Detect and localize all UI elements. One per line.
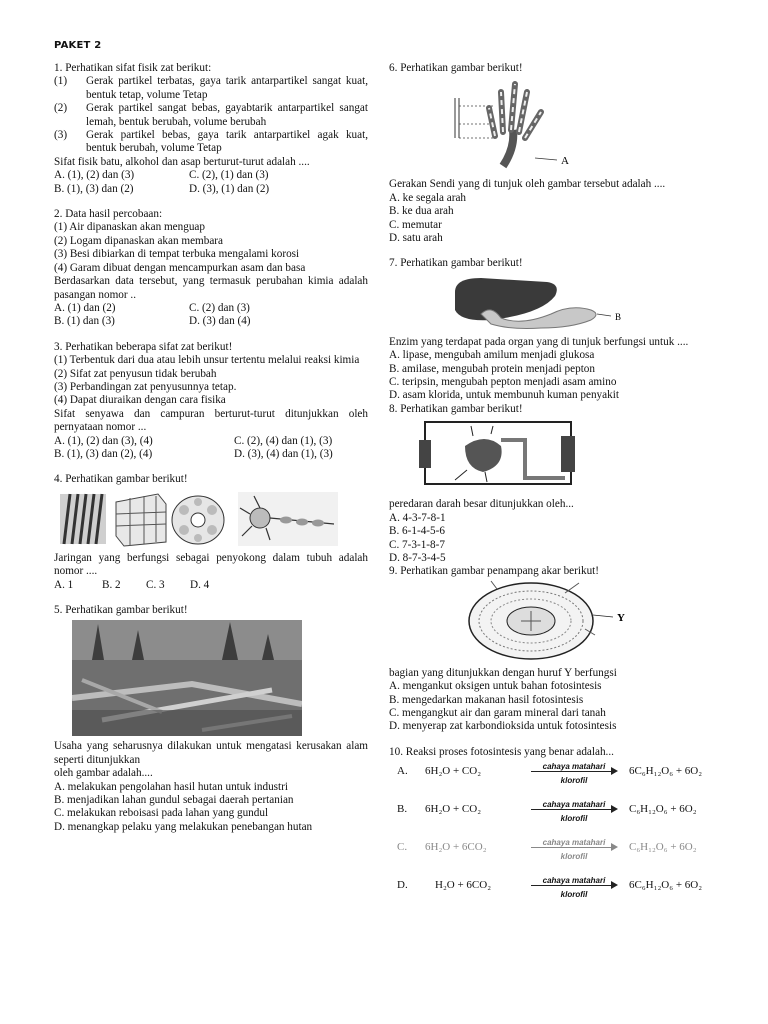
q1-option-d[interactable]: D. (3), (1) dan (2) bbox=[189, 182, 270, 195]
q8-option-a[interactable]: A. 4-3-7-8-1 bbox=[389, 511, 446, 524]
q5-stem: 5. Perhatikan gambar berikut! bbox=[54, 604, 188, 616]
q3-options-row-2 bbox=[54, 448, 368, 461]
q10-option-b-arrow bbox=[529, 797, 619, 823]
q8-question: peredaran darah besar ditunjukkan oleh... bbox=[389, 498, 574, 511]
bone-tissue-image bbox=[172, 496, 224, 544]
q4-option-b[interactable]: B. 2 bbox=[102, 578, 121, 591]
q10-option-a-reactants: 6H₂O + CO₂ bbox=[425, 765, 482, 778]
q2-item-4: (4) Garam dibuat dengan mencampurkan asam dan basa bbox=[54, 261, 306, 274]
arrow-shaft bbox=[531, 809, 613, 810]
q6-figure-label: A bbox=[561, 155, 569, 168]
epithelial-tissue-image bbox=[116, 494, 166, 546]
q8-option-b[interactable]: B. 6-1-4-5-6 bbox=[389, 525, 445, 538]
question-7 bbox=[389, 257, 705, 416]
q10-option-c-label: C. bbox=[397, 841, 408, 854]
q9-option-c[interactable]: C. mengangkut air dan garam mineral dari tanah bbox=[389, 706, 606, 719]
circulation-diagram bbox=[415, 416, 585, 494]
q4-option-a[interactable]: A. 1 bbox=[54, 578, 74, 591]
arrow-shaft bbox=[531, 771, 613, 772]
q4-option-d[interactable]: D. 4 bbox=[190, 578, 210, 591]
q10-option-a-condition-bottom: klorofil bbox=[560, 776, 588, 786]
q10-option-a-products: 6C₆H₁₂O₆ + 6O₂ bbox=[629, 765, 703, 778]
q10-option-b[interactable] bbox=[389, 797, 705, 823]
q3-question: Sifat senyawa dan campuran berturut-turut ditunjukkan oleh pernyataan nomor ... bbox=[54, 407, 368, 434]
q7-option-c[interactable]: C. teripsin, mengubah pepton menjadi asam amino bbox=[389, 376, 617, 389]
q4-question: Jaringan yang berfungsi sebagai penyokong dalam tubuh adalah nomor .... bbox=[54, 551, 368, 578]
question-1 bbox=[54, 62, 368, 196]
question-6 bbox=[389, 62, 705, 245]
q10-option-a-label: A. bbox=[397, 765, 408, 778]
q8-option-c[interactable]: C. 7-3-1-8-7 bbox=[389, 538, 445, 551]
question-3 bbox=[54, 341, 368, 462]
question-10 bbox=[389, 746, 705, 899]
q3-options-row-1 bbox=[54, 435, 368, 448]
q6-question: Gerakan Sendi yang di tunjuk oleh gambar tersebut adalah .... bbox=[389, 178, 666, 191]
q10-option-b-products: C₆H₁₂O₆ + 6O₂ bbox=[629, 803, 697, 816]
q10-option-d-condition-top: cahaya matahari bbox=[542, 876, 606, 886]
q6-option-a[interactable]: A. ke segala arah bbox=[389, 191, 467, 204]
q3-item-3: (3) Perbandingan zat penyusunnya tetap. bbox=[54, 380, 237, 393]
q10-option-a[interactable] bbox=[389, 759, 705, 785]
q5-option-a[interactable]: A. melakukan pengolahan hasil hutan untuk industri bbox=[54, 780, 288, 793]
q2-question: Berdasarkan data tersebut, yang termasuk perubahan kimia adalah pasangan nomor .. bbox=[54, 275, 368, 301]
q10-option-b-reactants: 6H₂O + CO₂ bbox=[425, 803, 482, 816]
q7-option-d[interactable]: D. asam klorida, untuk membunuh kuman penyakit bbox=[389, 389, 619, 402]
q2-stem: 2. Data hasil percobaan: bbox=[54, 208, 163, 221]
q4-option-c[interactable]: C. 3 bbox=[146, 578, 165, 591]
q1-item-3-num: (3) bbox=[54, 129, 68, 142]
q10-option-d-label: D. bbox=[397, 879, 408, 892]
q2-options-row-1 bbox=[54, 302, 368, 315]
q9-option-b[interactable]: B. mengedarkan makanan hasil fotosintesis bbox=[389, 693, 584, 706]
q5-question-line-2: oleh gambar adalah.... bbox=[54, 767, 153, 780]
q1-item-1-num: (1) bbox=[54, 75, 68, 88]
q8-stem: 8. Perhatikan gambar berikut! bbox=[389, 402, 523, 415]
question-9 bbox=[389, 579, 705, 734]
q10-option-d[interactable] bbox=[389, 873, 705, 899]
q9-option-d[interactable]: D. menyerap zat karbondioksida untuk fotosintesis bbox=[389, 720, 617, 733]
q3-option-a[interactable]: A. (1), (2) dan (3), (4) bbox=[54, 434, 153, 447]
q1-item-2-text: Gerak partikel sangat bebas, gayabtarik antarpartikel sangat lemah, bentuk berubah, volume berubah bbox=[86, 102, 368, 128]
q10-option-d-reactants: H₂O + 6CO₂ bbox=[435, 879, 492, 892]
q6-option-c[interactable]: C. memutar bbox=[389, 218, 442, 231]
right-column bbox=[389, 62, 705, 911]
q4-options-row bbox=[54, 579, 368, 592]
q6-stem: 6. Perhatikan gambar berikut! bbox=[389, 62, 523, 74]
arrow-shaft bbox=[531, 885, 613, 886]
q3-option-d[interactable]: D. (3), (4) dan (1), (3) bbox=[234, 447, 333, 460]
q10-option-b-condition-top: cahaya matahari bbox=[542, 800, 606, 810]
paket-title: PAKET 2 bbox=[54, 40, 102, 51]
q7-option-b[interactable]: B. amilase, mengubah protein menjadi pepton bbox=[389, 362, 595, 375]
q2-item-3: (3) Besi dibiarkan di tempat terbuka mengalami korosi bbox=[54, 248, 300, 261]
q9-question: bagian yang ditunjukkan dengan huruf Y berfungsi bbox=[389, 666, 617, 679]
q5-question-line-1: Usaha yang seharusnya dilakukan untuk mengatasi kerusakan alam seperti ditunjukkan bbox=[54, 740, 368, 766]
q1-item-1-text: Gerak partikel terbatas, gaya tarik antarpartikel sangat kuat, bentuk tetap, volume Tetap bbox=[86, 75, 368, 101]
q1-option-b[interactable]: B. (1), (3) dan (2) bbox=[54, 182, 134, 195]
q1-stem: 1. Perhatikan sifat fisik zat berikut: bbox=[54, 62, 212, 74]
q10-option-c-condition-bottom: klorofil bbox=[560, 852, 588, 862]
q10-option-d-arrow bbox=[529, 873, 619, 899]
q1-item-1 bbox=[54, 75, 368, 102]
q5-option-c[interactable]: C. melakukan reboisasi pada lahan yang gundul bbox=[54, 807, 269, 820]
liver-pancreas-image bbox=[451, 274, 651, 332]
q10-option-a-condition-top: cahaya matahari bbox=[542, 762, 606, 772]
q10-option-d-condition-bottom: klorofil bbox=[560, 890, 588, 900]
left-column bbox=[54, 62, 368, 846]
hand-skeleton-image bbox=[445, 78, 645, 174]
q10-option-c-arrow bbox=[529, 835, 619, 861]
tissue-types-image bbox=[54, 490, 344, 548]
q1-question: Sifat fisik batu, alkohol dan asap berturut-turut adalah .... bbox=[54, 155, 310, 168]
q9-figure-label: Y bbox=[617, 611, 625, 624]
q3-item-4: (4) Dapat diuraikan dengan cara fisika bbox=[54, 394, 226, 407]
q2-option-c[interactable]: C. (2) dan (3) bbox=[189, 301, 250, 314]
q7-figure-label: B bbox=[615, 311, 622, 322]
q10-option-b-condition-bottom: klorofil bbox=[560, 814, 588, 824]
muscle-tissue-image bbox=[60, 494, 106, 544]
q3-option-c[interactable]: C. (2), (4) dan (1), (3) bbox=[234, 434, 333, 447]
q1-item-2 bbox=[54, 102, 368, 129]
q1-option-a[interactable]: A. (1), (2) dan (3) bbox=[54, 169, 135, 182]
q1-option-c[interactable]: C. (2), (1) dan (3) bbox=[189, 169, 269, 182]
q8-option-d[interactable]: D. 8-7-3-4-5 bbox=[389, 551, 446, 564]
q10-stem: 10. Reaksi proses fotosintesis yang benar adalah... bbox=[389, 745, 614, 758]
q7-option-a[interactable]: A. lipase, mengubah amilum menjadi glukosa bbox=[389, 349, 595, 362]
q6-option-d[interactable]: D. satu arah bbox=[389, 232, 443, 245]
q2-item-1: (1) Air dipanaskan akan menguap bbox=[54, 221, 205, 234]
question-5 bbox=[54, 604, 368, 834]
deforestation-photo bbox=[72, 620, 302, 736]
q10-option-c-products: C₆H₁₂O₆ + 6O₂ bbox=[629, 841, 697, 854]
q9-option-a[interactable]: A. mengankut oksigen untuk bahan fotosintesis bbox=[389, 680, 602, 693]
q3-option-b[interactable]: B. (1), (3) dan (2), (4) bbox=[54, 447, 153, 460]
q10-option-b-label: B. bbox=[397, 803, 408, 816]
q10-option-d-products: 6C₆H₁₂O₆ + 6O₂ bbox=[629, 879, 703, 892]
q1-options-row-1 bbox=[54, 169, 368, 182]
q2-options-row-2 bbox=[54, 315, 368, 328]
question-8 bbox=[389, 416, 705, 578]
q3-item-1: (1) Terbentuk dari dua atau lebih unsur tertentu melalui reaksi kimia bbox=[54, 354, 360, 367]
q1-options-row-2 bbox=[54, 183, 368, 196]
nerve-tissue-image bbox=[238, 492, 338, 546]
q5-option-d[interactable]: D. menangkap pelaku yang melakukan penebangan hutan bbox=[54, 820, 313, 833]
q10-option-a-arrow bbox=[529, 759, 619, 785]
arrow-shaft bbox=[531, 847, 613, 848]
q1-item-3-text: Gerak partikel bebas, gaya tarik antarpartikel agak kuat, bentuk berubah, volume Tetap bbox=[86, 129, 368, 155]
q1-item-2-num: (2) bbox=[54, 102, 68, 115]
root-cross-section-image bbox=[461, 579, 661, 663]
question-2 bbox=[54, 208, 368, 329]
q10-option-c-condition-top: cahaya matahari bbox=[542, 838, 606, 848]
q6-option-b[interactable]: B. ke dua arah bbox=[389, 205, 454, 218]
q10-option-c[interactable] bbox=[389, 835, 705, 861]
q7-question: Enzim yang terdapat pada organ yang di tunjuk berfungsi untuk .... bbox=[389, 335, 689, 348]
q4-stem: 4. Perhatikan gambar berikut! bbox=[54, 473, 188, 486]
q1-item-3 bbox=[54, 129, 368, 156]
q3-stem: 3. Perhatikan beberapa sifat zat berikut! bbox=[54, 340, 233, 353]
q9-stem: 9. Perhatikan gambar penampang akar berikut! bbox=[389, 565, 599, 578]
q2-item-2: (2) Logam dipanaskan akan membara bbox=[54, 234, 223, 247]
q2-option-d[interactable]: D. (3) dan (4) bbox=[189, 315, 251, 328]
q10-option-c-reactants: 6H₂O + 6CO₂ bbox=[425, 841, 487, 854]
q5-option-b[interactable]: B. menjadikan lahan gundul sebagai daerah pertanian bbox=[54, 794, 294, 807]
q2-option-b[interactable]: B. (1) dan (3) bbox=[54, 315, 115, 328]
q7-stem: 7. Perhatikan gambar berikut! bbox=[389, 257, 523, 270]
question-4 bbox=[54, 473, 368, 592]
q3-item-2: (2) Sifat zat penyusun tidak berubah bbox=[54, 367, 217, 380]
q2-option-a[interactable]: A. (1) dan (2) bbox=[54, 301, 116, 314]
